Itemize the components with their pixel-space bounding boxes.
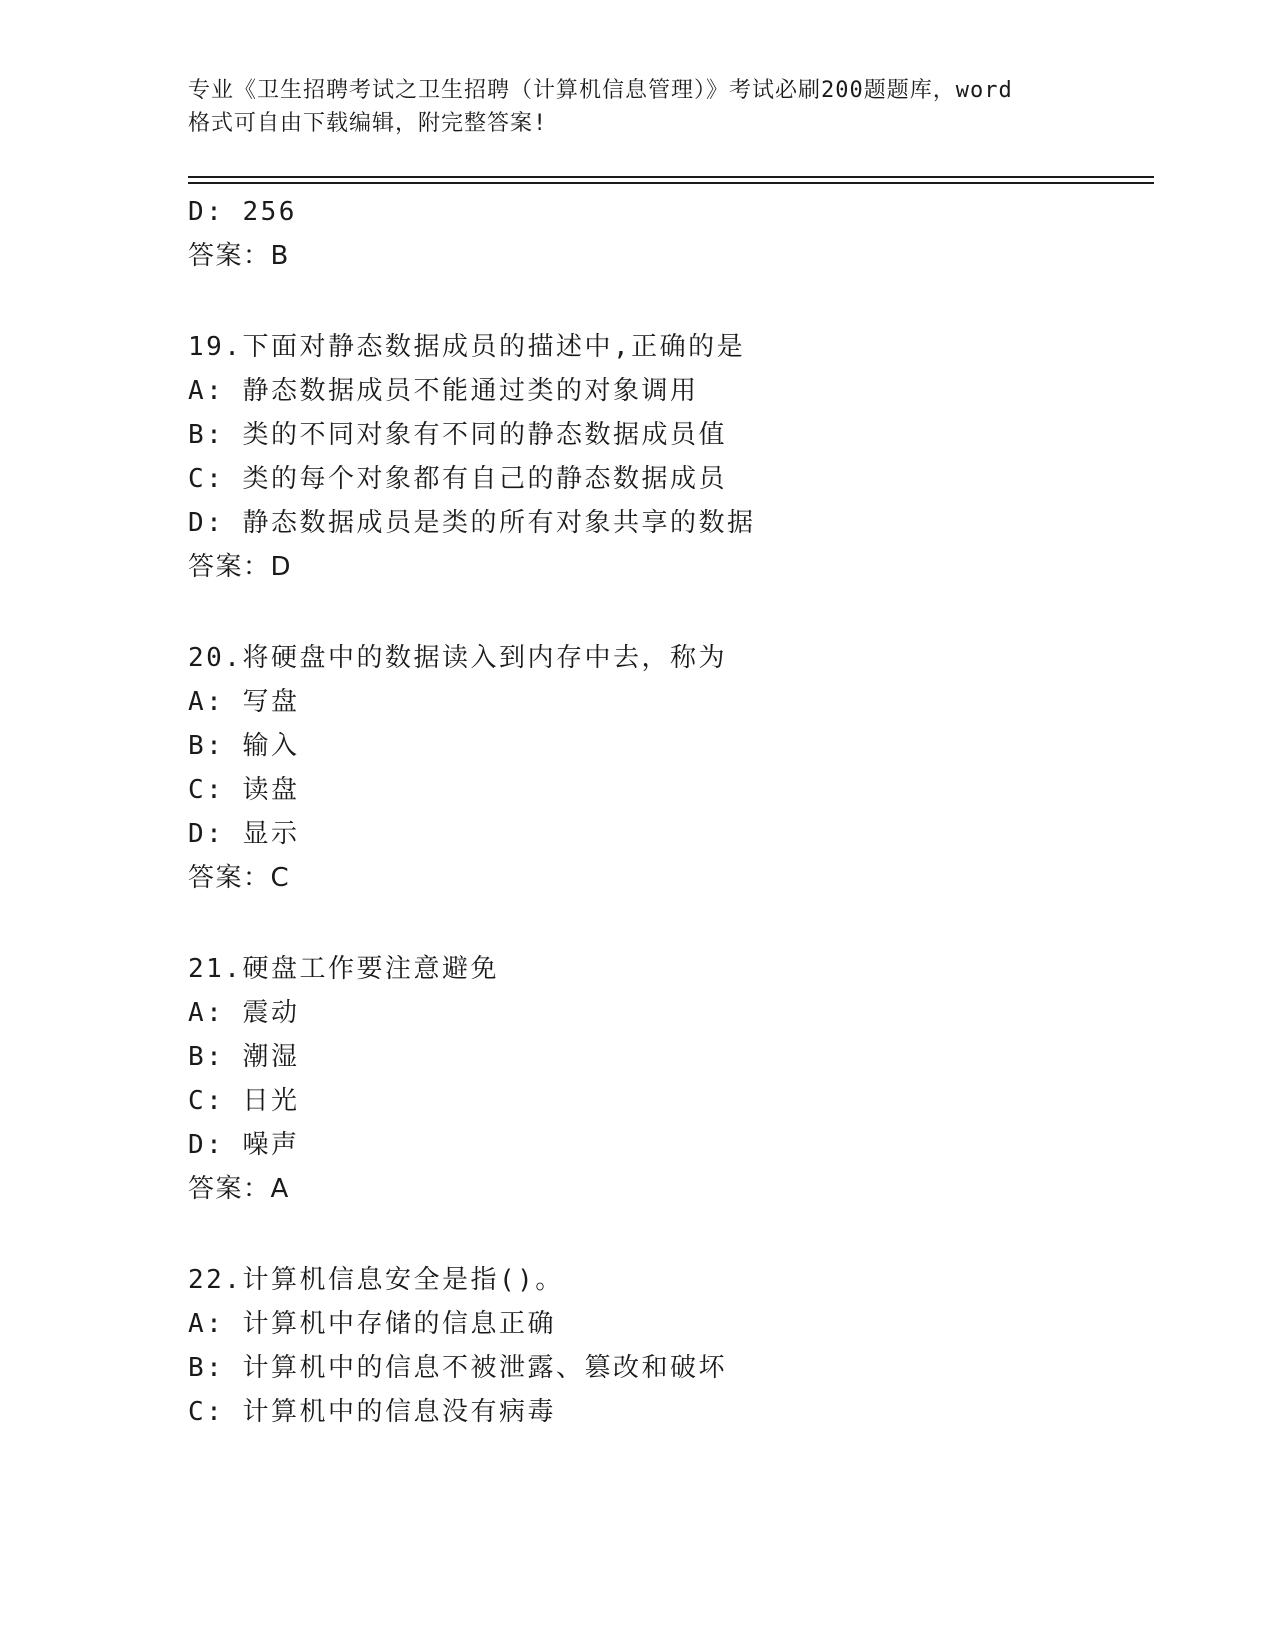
header-divider-top xyxy=(188,176,1154,178)
answer-line: 答案：A xyxy=(188,1174,290,1204)
header-divider-bottom xyxy=(188,182,1154,184)
option-b: B: 计算机中的信息不被泄露、篡改和破坏 xyxy=(188,1353,727,1383)
option-c: C: 读盘 xyxy=(188,775,300,805)
header-title-line-2: 格式可自由下载编辑，附完整答案! xyxy=(188,111,548,136)
option-d: D: 显示 xyxy=(188,819,300,849)
option-a: A: 写盘 xyxy=(188,687,300,717)
option-a: A: 静态数据成员不能通过类的对象调用 xyxy=(188,376,699,406)
question-stem: 22.计算机信息安全是指()。 xyxy=(188,1265,564,1295)
answer-line: 答案：B xyxy=(188,241,290,271)
question-stem: 19.下面对静态数据成员的描述中,正确的是 xyxy=(188,332,746,362)
answer-line: 答案：D xyxy=(188,552,293,582)
option-a: A: 震动 xyxy=(188,998,300,1028)
question-stem: 20.将硬盘中的数据读入到内存中去，称为 xyxy=(188,643,727,673)
option-b: B: 类的不同对象有不同的静态数据成员值 xyxy=(188,420,727,450)
option-b: B: 潮湿 xyxy=(188,1042,300,1072)
option-c: C: 类的每个对象都有自己的静态数据成员 xyxy=(188,464,727,494)
option-b: B: 输入 xyxy=(188,731,300,761)
option-c: C: 计算机中的信息没有病毒 xyxy=(188,1397,556,1427)
option-d: D: 静态数据成员是类的所有对象共享的数据 xyxy=(188,508,756,538)
option-d: D: 噪声 xyxy=(188,1130,300,1160)
header-title-line-1: 专业《卫生招聘考试之卫生招聘（计算机信息管理）》考试必刷200题题库，word xyxy=(188,78,1013,103)
question-stem: 21.硬盘工作要注意避免 xyxy=(188,954,499,984)
option-c: C: 日光 xyxy=(188,1086,300,1116)
option-a: A: 计算机中存储的信息正确 xyxy=(188,1309,556,1339)
document-header xyxy=(188,74,1108,140)
answer-line: 答案：C xyxy=(188,863,291,893)
option-d: D: 256 xyxy=(188,197,297,227)
